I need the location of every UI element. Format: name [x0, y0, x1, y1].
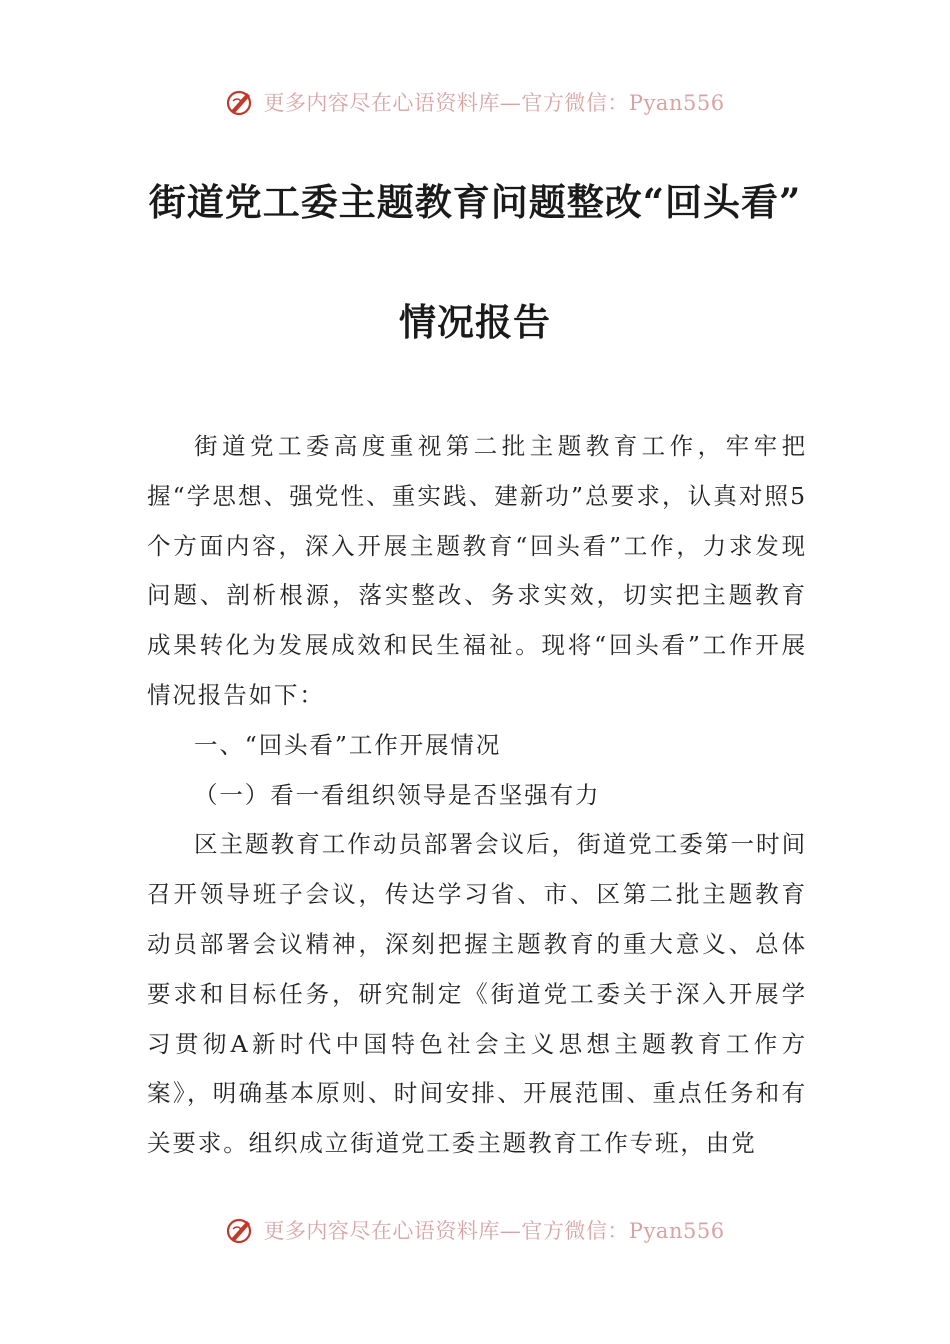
footer-watermark — [0, 1212, 950, 1248]
document-title: 街道党工委主题教育问题整改“回头看” — [148, 180, 802, 224]
paragraph-body: 区主题教育工作动员部署会议后，街道党工委第一时间召开领导班子会议，传达学习省、市、区第二批主题教育动员部署会议精神，深刻把握主题教育的重大意义、总体要求和目标任务，研究制定《街道党工委关于深入开展学习贯彻A新时代中国特色社会主义思想主题教育工作方案》，明确基本原则、时间安排、开展范围、重点任务和有关要求。组织成立街道党工委主题教育工作专班，由党 — [147, 830, 807, 1158]
document-subtitle: 情况报告 — [399, 300, 551, 344]
pen-circle-logo-icon — [225, 87, 255, 117]
subsection-heading: （一）看一看组织领导是否坚强有力 — [194, 780, 601, 809]
section-heading: 一、“回头看”工作开展情况 — [194, 730, 502, 759]
watermark-text: 更多内容尽在心语资料库—官方微信：Pyan556 — [263, 1219, 725, 1243]
watermark-text: 更多内容尽在心语资料库—官方微信：Pyan556 — [263, 91, 725, 115]
pen-circle-logo-icon — [225, 1215, 255, 1245]
paragraph-intro: 街道党工委高度重视第二批主题教育工作，牢牢把握“学思想、强党性、重实践、建新功”总要求，认真对照5个方面内容，深入开展主题教育“回头看”工作，力求发现问题、剖析根源，落实整改、务求实效，切实把主题教育成果转化为发展成效和民生福祉。现将“回头看”工作开展情况报告如下： — [147, 432, 807, 709]
header-watermark — [0, 84, 950, 120]
document-body — [147, 422, 807, 1169]
